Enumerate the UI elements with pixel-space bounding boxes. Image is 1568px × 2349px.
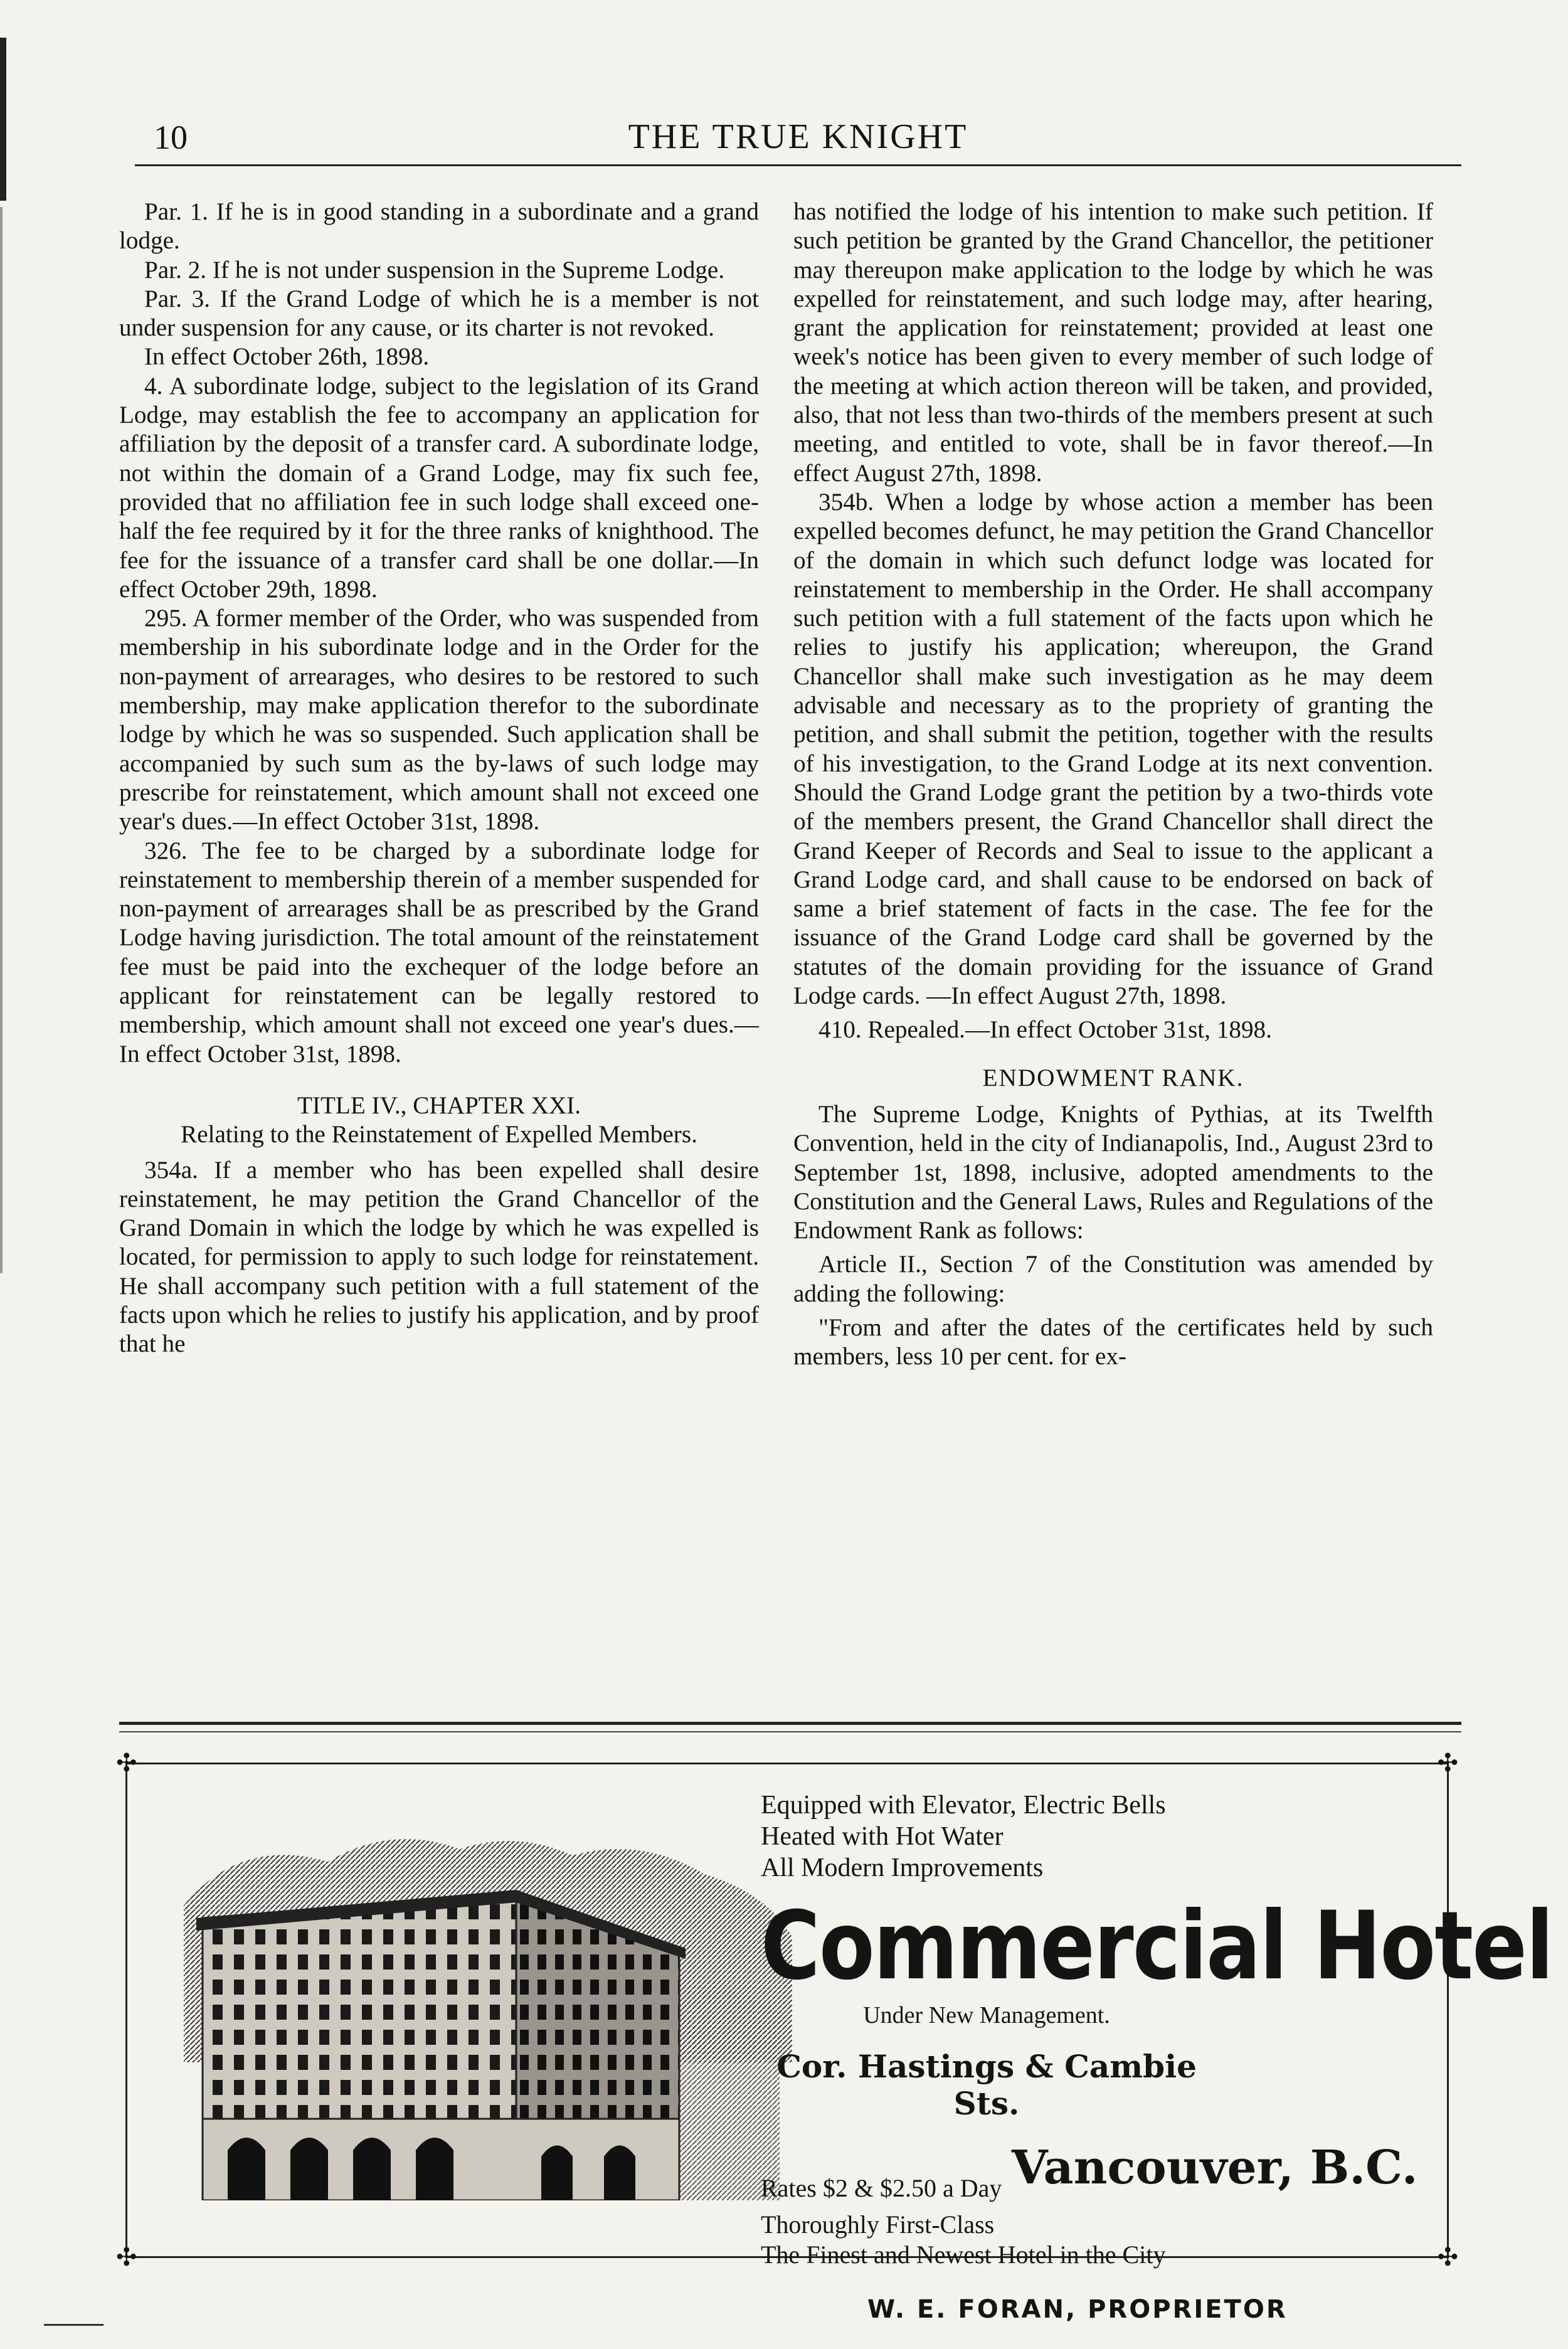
ornament-icon: ✣ bbox=[1437, 1749, 1458, 1777]
page-header bbox=[135, 107, 1461, 157]
paragraph: 295. A former member of the Order, who was suspended from membership in his subordinate lodge and in the Order for the non-payment of arrearages, who desires to be restored to such membership, may make application therefor to the subordinate lodge by which he was so suspended. Such application shall be accompanied by such sum as the by-laws of such lodge may prescribe for reinstatement, which amount shall not exceed one year's dues.—In effect October 31st, 1898. bbox=[119, 605, 759, 835]
left-column bbox=[119, 198, 759, 1359]
right-column bbox=[793, 198, 1433, 1372]
paragraph: has notified the lodge of his intention to make such petition. If such petition be granted by the Grand Chancellor, the petitioner may thereupon make application to the lodge by which he was expelled for reinstatement, and such lodge may, after hearing, grant the application for reinstatement; provided at least one week's notice has been given to every member of such lodge of the meeting at which action thereon will be taken, and provided, also, that not less than two-thirds of the members present at such meeting, and entitled to vote, shall be in favor thereof.—In effect August 27th, 1898. bbox=[793, 198, 1433, 487]
hotel-building-engraving-icon bbox=[165, 1824, 798, 2200]
rates-line: Rates $2 & $2.50 a Day bbox=[761, 2174, 1002, 2202]
hotel-advertisement bbox=[116, 1749, 1553, 2324]
running-title: THE TRUE KNIGHT bbox=[628, 117, 968, 156]
amenity-line: Equipped with Elevator, Electric Bells bbox=[761, 1791, 1166, 1820]
separator-rule bbox=[119, 1722, 1461, 1725]
paragraph: 326. The fee to be charged by a subordinate lodge for reinstatement to membership therein of a member suspended for non-payment of arrearages shall be as prescribed by the Grand Lodge having jurisdiction. The total amount of the reinstatement fee must be paid into the exchequer of the lodge before an applicant for reinstatement can be legally restored to membership, which amount shall not exceed one year's dues.—In effect October 31st, 1898. bbox=[119, 837, 759, 1068]
separator-rule bbox=[119, 1731, 1461, 1732]
address-line: Cor. Hastings & Cambie Sts. bbox=[776, 2048, 1197, 2122]
paragraph: The Supreme Lodge, Knights of Pythias, at its Twelfth Convention, held in the city of Indianapolis, Ind., August 23rd to September 1st, 1898, inclusive, adopted amendments to the Constitution and the General Laws, Rules and Regulations of the Endowment Rank as follows: bbox=[793, 1100, 1433, 1244]
quality-line: Thoroughly First-Class bbox=[761, 2210, 995, 2239]
paragraph: Par. 3. If the Grand Lodge of which he is a member is not under suspension for any cause, or its charter is not revoked. bbox=[119, 285, 759, 342]
page-edge-line bbox=[0, 207, 3, 1273]
ornament-icon: ✣ bbox=[116, 1749, 137, 1777]
management-line: Under New Management. bbox=[863, 2002, 1110, 2028]
paragraph: "From and after the dates of the certificates held by such members, less 10 per cent. for ex- bbox=[793, 1313, 1433, 1371]
paragraph: 410. Repealed.—In effect October 31st, 1898. bbox=[818, 1016, 1272, 1044]
city-line: Vancouver, B.C. bbox=[1012, 2141, 1418, 2195]
page-number: 10 bbox=[154, 119, 188, 156]
header-rule bbox=[135, 164, 1461, 166]
paragraph: Par. 1. If he is in good standing in a subordinate and a grand lodge. bbox=[119, 198, 759, 255]
footer-mark bbox=[44, 2324, 103, 2326]
paragraph: Article II., Section 7 of the Constitution was amended by adding the following: bbox=[793, 1251, 1433, 1307]
amenity-line: Heated with Hot Water bbox=[761, 1822, 1004, 1851]
ornament-icon: ✣ bbox=[1437, 2243, 1458, 2271]
hotel-name: Commercial Hotel bbox=[761, 1892, 1553, 2001]
chapter-subtitle: Relating to the Reinstatement of Expelled Members. bbox=[181, 1121, 697, 1148]
section-heading: ENDOWMENT RANK. bbox=[982, 1064, 1244, 1091]
quality-line: The Finest and Newest Hotel in the City bbox=[761, 2240, 1166, 2269]
paragraph: 354a. If a member who has been expelled shall desire reinstatement, he may petition the Grand Chancellor of the Grand Domain in which the lodge by which he was expelled is located, for permission to apply to such lodge for reinstatement. He shall accompany such petition with a full statement of the facts upon which he relies to justify his application, and by proof that he bbox=[119, 1156, 759, 1358]
proprietor-line: W. E. FORAN, PROPRIETOR bbox=[867, 2295, 1288, 2324]
advertisement-text bbox=[761, 1790, 1553, 2324]
rates-row bbox=[761, 2141, 1426, 2210]
paragraph: Par. 2. If he is not under suspension in the Supreme Lodge. bbox=[144, 256, 725, 284]
page-edge-shadow bbox=[0, 38, 6, 201]
chapter-title: TITLE IV., CHAPTER XXI. bbox=[297, 1091, 581, 1119]
paragraph: 354b. When a lodge by whose action a member has been expelled becomes defunct, he may petition the Grand Chancellor of the domain in which such defunct lodge was located for reinstatement to membership in the Order. He shall accompany such petition with a full statement of the facts upon which he relies to justify his application; whereupon, the Grand Chancellor shall make such investigation as he may deem advisable and necessary as to the propriety of granting the petition, and shall submit the petition, together with the results of his investigation, to the Grand Lodge at its next convention. Should the Grand Lodge grant the petition by a two-thirds vote of the members present, the Grand Chancellor shall direct the Grand Keeper of Records and Seal to issue to the applicant a Grand Lodge card, and shall cause to be endorsed on back of same a brief statement of facts in the case. The fee for the issuance of the Grand Lodge card shall be governed by the statutes of the domain providing for the issuance of Grand Lodge cards. —In effect August 27th, 1898. bbox=[793, 488, 1433, 1010]
paragraph: In effect October 26th, 1898. bbox=[144, 343, 430, 371]
paragraph: 4. A subordinate lodge, subject to the legislation of its Grand Lodge, may establish the fee to accompany an application for affiliation by the deposit of a transfer card. A subordinate lodge, not within the domain of a Grand Lodge, may fix such fee, provided that no affiliation fee in such lodge shall exceed one-half the fee required by it for the three ranks of knighthood. The fee for the issuance of a transfer card shall be one dollar.—In effect October 29th, 1898. bbox=[119, 372, 759, 603]
amenity-line: All Modern Improvements bbox=[761, 1853, 1044, 1882]
ornament-icon: ✣ bbox=[116, 2243, 137, 2271]
